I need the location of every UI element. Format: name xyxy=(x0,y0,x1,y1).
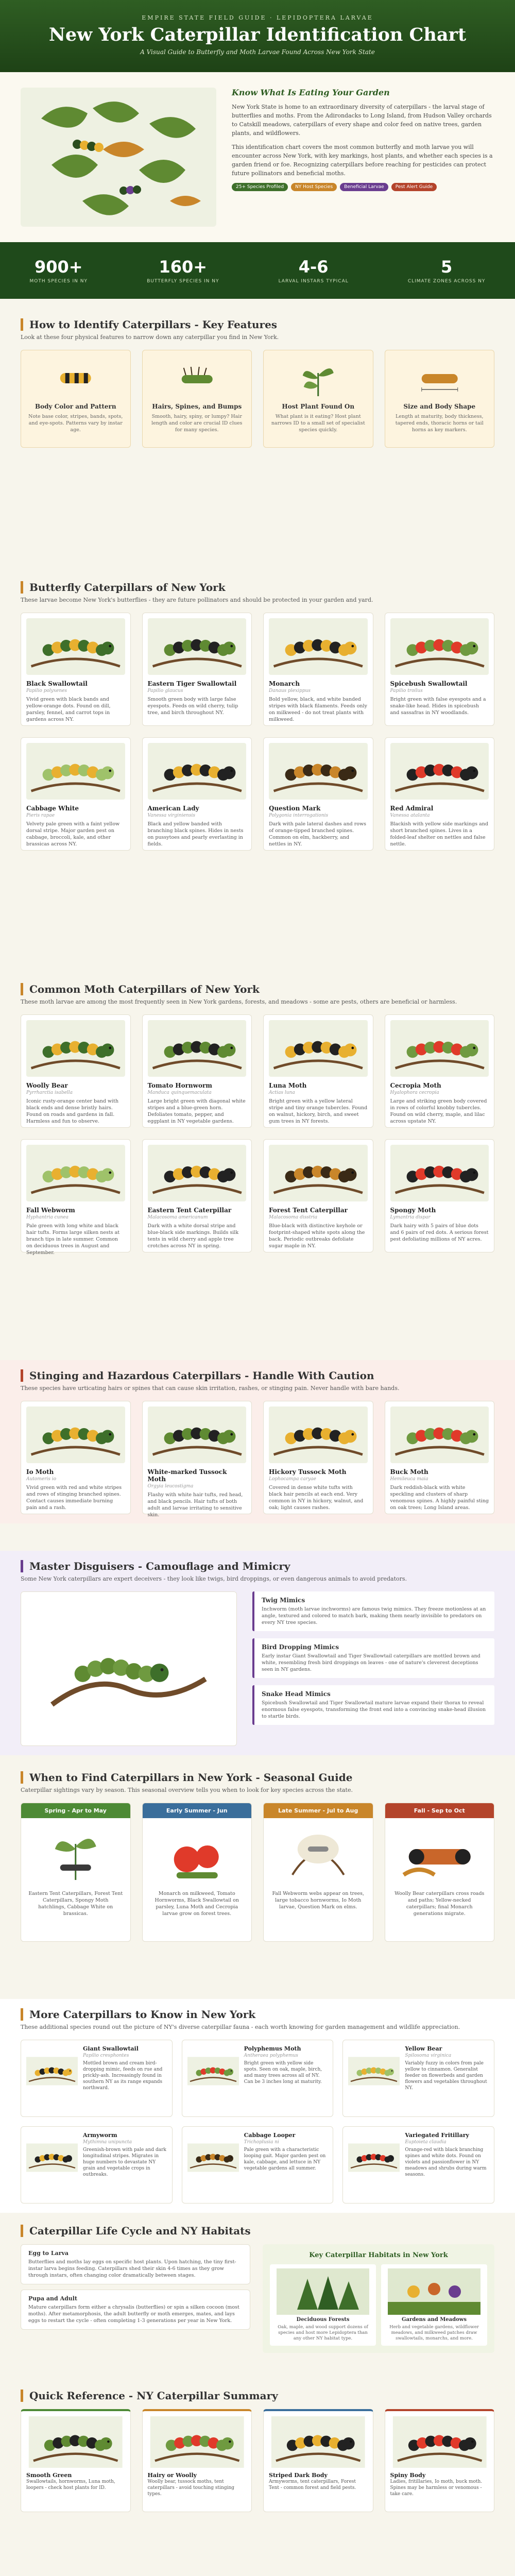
quickref-text: Woolly bear, tussock moths, tent caterpillars - avoid touching stinging types. xyxy=(147,2479,235,2497)
caterpillar-illustration xyxy=(26,2132,78,2183)
scientific-name: Papilio polyxenes xyxy=(26,688,67,693)
forest-icon xyxy=(274,2268,372,2315)
season-label: Early Summer - Jun xyxy=(143,1803,252,1818)
caterpillar-illustration xyxy=(269,1020,368,1077)
scientific-name: Hyphantria cunea xyxy=(26,1215,69,1220)
quickref-text: Ladies, fritillaries, Io moth, buck moth. Spines may be harmless or venomous - take care. xyxy=(390,2479,483,2497)
caterpillar-illustration xyxy=(390,743,489,800)
caterpillar-name: Woolly Bear xyxy=(26,1082,68,1089)
caterpillar-description: Velvety pale green with a faint yellow dorsal stripe. Major garden pest on cabbage, broccoli, kale, and other brassicas across NY. xyxy=(26,821,120,847)
section-title: When to Find Caterpillars in New York - Seasonal Guide xyxy=(21,1771,494,1784)
quickref-title: Smooth Green xyxy=(26,2472,72,2479)
scientific-name: Hyalophora cecropia xyxy=(390,1090,439,1095)
caterpillar-name: Giant Swallowtail xyxy=(83,2045,139,2052)
scientific-name: Danaus plexippus xyxy=(269,688,311,693)
feature-title: Hairs, Spines, and Bumps xyxy=(152,403,242,410)
seasonal-section xyxy=(0,1762,515,1951)
more-grid xyxy=(21,2040,494,2204)
caterpillar-illustration xyxy=(348,2045,400,2097)
caterpillar-illustration xyxy=(26,618,125,675)
caterpillar-illustration xyxy=(269,618,368,675)
scientific-name: Antheraea polyphemus xyxy=(244,2053,298,2058)
butterfly-section xyxy=(0,572,515,860)
caterpillar-card xyxy=(385,1014,495,1128)
caterpillar-info xyxy=(405,2132,489,2198)
stat-number: 4-6 xyxy=(298,257,329,277)
intro-text xyxy=(232,88,494,227)
caterpillar-illustration xyxy=(26,1406,125,1463)
scientific-name: Spilosoma virginica xyxy=(405,2053,452,2058)
lifecycle-title: Pupa and Adult xyxy=(28,2295,78,2302)
scientific-name: Vanessa virginiensis xyxy=(147,813,195,818)
feature-title: Host Plant Found On xyxy=(282,403,355,410)
caterpillar-card xyxy=(21,1139,131,1256)
caterpillar-card xyxy=(263,1401,373,1514)
quickref-card xyxy=(263,2409,373,2512)
intro-heading: Know What Is Eating Your Garden xyxy=(232,88,390,97)
caterpillar-illustration xyxy=(26,1145,125,1201)
habitat-card xyxy=(381,2264,487,2346)
scientific-name: Lophocampa caryae xyxy=(269,1477,316,1482)
habitat-title: Deciduous Forests xyxy=(296,2317,350,2323)
caterpillar-illustration xyxy=(26,743,125,800)
caterpillar-card xyxy=(21,1401,131,1514)
disguise-list xyxy=(252,1591,494,1746)
caterpillar-illustration xyxy=(390,1406,489,1463)
season-card xyxy=(385,1803,495,1942)
scientific-name: Pyrrharctia isabella xyxy=(26,1090,73,1095)
scientific-name: Lymantria dispar xyxy=(390,1215,431,1220)
caterpillar-name: Cecropia Moth xyxy=(390,1082,441,1089)
section-title: More Caterpillars to Know in New York xyxy=(21,2008,494,2021)
caterpillar-card xyxy=(385,613,495,726)
butterfly-grid xyxy=(21,613,494,851)
feature-text: Length at maturity, body thickness, tapered ends, thoracic horns or tail horns as key markers. xyxy=(395,414,484,433)
season-text: Woolly Bear caterpillars cross roads and paths; Yellow-necked caterpillars; final Monarch generations migrate. xyxy=(394,1891,485,1917)
stat-item xyxy=(408,257,486,284)
caterpillar-name: Luna Moth xyxy=(269,1082,307,1089)
tag-badge: Beneficial Larvae xyxy=(340,183,388,191)
caterpillar-description: Black and yellow banded with branching black spines. Hides in nests on pussytoes and pearly everlasting in fields. xyxy=(147,821,244,847)
section-title: Butterfly Caterpillars of New York xyxy=(21,581,494,594)
caterpillar-name: Io Moth xyxy=(26,1468,54,1476)
seasons-grid xyxy=(21,1803,494,1942)
caterpillar-description: Bright green with yellow side spots. Seen on oak, maple, birch, and many trees across all of NY. Can be 3 inches long at maturity. xyxy=(244,2061,322,2084)
habitats-panel xyxy=(263,2244,494,2353)
color-pattern-icon xyxy=(27,358,124,399)
section-description: These larvae become New York's butterflies - they are future pollinators and should be protected in your garden and yard. xyxy=(21,597,373,603)
caterpillar-description: Blue-black with distinctive keyhole or footprint-shaped white spots along the back. Periodic outbreaks defoliate sugar maple in NY. xyxy=(269,1223,365,1249)
size-shape-icon xyxy=(391,358,488,399)
caterpillar-card xyxy=(342,2040,494,2117)
lifecycle-section xyxy=(0,2215,515,2362)
disguise-text: Spicebush Swallowtail and Tiger Swallowtail mature larvae expand their thorax to reveal enormous false eyespots, transforming the front end into a convincing snake-head illusion to startle birds. xyxy=(262,1700,486,1719)
caterpillar-card xyxy=(385,1401,495,1514)
stat-number: 900+ xyxy=(34,257,83,277)
disguise-title: Snake Head Mimics xyxy=(262,1690,331,1698)
stinging-grid xyxy=(21,1401,494,1518)
quickref-text: Armyworms, tent caterpillars, Forest Tent - common forest and field pests. xyxy=(269,2479,356,2490)
caterpillar-description: Bright green with a yellow lateral stripe and tiny orange tubercles. Found on walnut, hickory, birch, and sweet gum trees in NY forests. xyxy=(269,1098,368,1124)
lifecycle-content xyxy=(21,2244,494,2353)
section-title: How to Identify Caterpillars - Key Features xyxy=(21,318,494,331)
twig-caterpillar-illustration xyxy=(21,1591,237,1746)
intro-paragraph: This identification chart covers the most common butterfly and moth larvae you will encounter across New York, with key markings, host plants, and whether each species is a garden friend or foe. Recognizing caterpillars before reaching for pesticides can protect future pollinators and beneficial moths. xyxy=(232,144,493,177)
caterpillar-name: Question Mark xyxy=(269,805,321,812)
caterpillar-description: Pale green with a characteristic looping gait. Major garden pest on kale, cabbage, and lettuce in NY vegetable gardens all summer. xyxy=(244,2147,326,2171)
intro-tags xyxy=(232,183,494,191)
scientific-name: Malacosoma disstria xyxy=(269,1215,318,1220)
caterpillar-info xyxy=(83,2132,167,2198)
caterpillar-card xyxy=(142,1401,252,1518)
caterpillar-illustration xyxy=(148,1406,247,1463)
caterpillar-card xyxy=(21,613,131,726)
spring-caterpillar-icon xyxy=(28,1823,123,1885)
tag-badge: NY Host Species xyxy=(291,183,337,191)
feature-text: Smooth, hairy, spiny, or lumpy? Hair length and color are crucial ID clues for many species. xyxy=(151,414,243,433)
section-title: Master Disguisers - Camouflage and Mimicry xyxy=(21,1560,494,1572)
caterpillar-card xyxy=(21,2040,173,2117)
caterpillar-info xyxy=(244,2045,328,2111)
stat-item xyxy=(30,257,88,284)
stat-label: LARVAL INSTARS TYPICAL xyxy=(278,279,349,284)
season-text: Monarch on milkweed, Tomato Hornworms, Black Swallowtail on parsley, Luna Moth and Cecropia larvae grow on forest trees. xyxy=(154,1891,239,1917)
habitats-title: Key Caterpillar Habitats in New York xyxy=(309,2251,448,2259)
section-description: Look at these four physical features to narrow down any caterpillar you find in New York. xyxy=(21,334,279,341)
habitats-grid xyxy=(270,2264,487,2346)
caterpillar-name: Polyphemus Moth xyxy=(244,2045,301,2052)
more-section xyxy=(0,1999,515,2213)
caterpillar-description: Bright green with false eyespots and a snake-like head. Hides in spicebush and sassafras in NY woodlands. xyxy=(390,697,486,716)
caterpillar-illustration xyxy=(148,2416,247,2468)
habitat-text: Herb and vegetable gardens, wildflower meadows, and milkweed patches draw swallowtails, monarchs, and more. xyxy=(389,2325,479,2341)
quickref-title: Spiny Body xyxy=(390,2472,426,2479)
caterpillar-card xyxy=(263,1139,373,1252)
moth-grid xyxy=(21,1014,494,1256)
section-title: Common Moth Caterpillars of New York xyxy=(21,983,494,995)
disguise-item xyxy=(252,1591,494,1631)
season-card xyxy=(142,1803,252,1942)
caterpillar-description: Iconic rusty-orange center band with black ends and dense bristly hairs. Found on roads and gardens in fall. Harmless and fun to observe. xyxy=(26,1098,119,1124)
scientific-name: Manduca quinquemaculata xyxy=(147,1090,212,1095)
lifecycle-box xyxy=(21,2290,250,2330)
season-text: Eastern Tent Caterpillars, Forest Tent Caterpillars, Spongy Moth hatchlings, Cabbage White on brassicas. xyxy=(28,1891,123,1917)
caterpillar-description: Orange-red with black branching spines and white dots. Found on violets and passionflower in NY meadows and shrubs during warm seasons. xyxy=(405,2147,487,2177)
caterpillar-card xyxy=(182,2040,334,2117)
lifecycle-stages xyxy=(21,2244,250,2353)
caterpillar-description: Covered in dense white tufts with black hair pencils at each end. Very common in NY in hickory, walnut, and oak; light causes rashes. xyxy=(269,1485,364,1511)
summer-caterpillar-icon xyxy=(150,1823,245,1885)
caterpillar-name: Armyworm xyxy=(83,2132,117,2139)
header xyxy=(0,0,515,72)
section-description: These moth larvae are among the most frequently seen in New York gardens, forests, and meadows - some are pests, others are beneficial or harmless. xyxy=(21,998,457,1005)
season-text: Fall Webworm webs appear on trees, large tobacco hornworms, Io Moth larvae, Question Mark on elms. xyxy=(272,1891,365,1910)
scientific-name: Papilio cresphontes xyxy=(83,2053,129,2058)
lifecycle-box xyxy=(21,2244,250,2284)
caterpillar-name: Forest Tent Caterpillar xyxy=(269,1207,348,1214)
caterpillar-description: Vivid green with black bands and yellow-orange dots. Found on dill, parsley, fennel, and carrot tops in gardens across NY. xyxy=(26,697,111,722)
disguise-text: Inchworm (moth larvae inchworms) are famous twig mimics. They freeze motionless at an angle, textured and colored to match bark, making them nearly invisible to predators on every NY tree species. xyxy=(262,1606,486,1625)
stat-item xyxy=(279,257,349,284)
caterpillar-name: Red Admiral xyxy=(390,805,434,812)
caterpillar-illustration xyxy=(148,1145,247,1201)
section-description: These additional species round out the picture of NY's diverse caterpillar fauna - each worth knowing for garden management and wildlife appreciation. xyxy=(21,2024,460,2030)
caterpillar-description: Blackish with yellow side markings and short branched spines. Lives in a folded-leaf shelter on nettles and false nettle. xyxy=(390,821,488,847)
caterpillar-name: Tomato Hornworm xyxy=(147,1082,212,1089)
quickref-section xyxy=(0,2380,515,2521)
caterpillar-description: Vivid green with red and white stripes and rows of stinging branched spines. Contact causes immediate burning pain and a rash. xyxy=(26,1485,122,1511)
caterpillar-info xyxy=(405,2045,489,2111)
lifecycle-text: Mature caterpillars form either a chrysalis (butterflies) or spin a silken cocoon (most moths). After metamorphosis, the adult butterfly or moth emerges, mates, and lays eggs to restart the cycle - often completing 1-3 generations per year in New York. xyxy=(28,2304,239,2324)
caterpillar-illustration xyxy=(390,1020,489,1077)
stat-number: 160+ xyxy=(159,257,208,277)
caterpillar-illustration xyxy=(26,1020,125,1077)
caterpillar-illustration xyxy=(390,2416,489,2468)
intro-section xyxy=(0,72,515,242)
caterpillar-card xyxy=(21,2126,173,2204)
stat-item xyxy=(147,257,219,284)
lifecycle-title: Egg to Larva xyxy=(28,2250,69,2257)
header-kicker: EMPIRE STATE FIELD GUIDE · LEPIDOPTERA LARVAE xyxy=(142,14,373,21)
caterpillar-name: Spongy Moth xyxy=(390,1207,436,1214)
disguise-section xyxy=(0,1551,515,1755)
stat-label: MOTH SPECIES IN NY xyxy=(29,279,88,284)
caterpillar-info xyxy=(83,2045,167,2111)
caterpillar-name: American Lady xyxy=(147,805,199,812)
stinging-section xyxy=(0,1360,515,1523)
disguise-title: Twig Mimics xyxy=(262,1597,305,1604)
lifecycle-text: Butterflies and moths lay eggs on specific host plants. Upon hatching, the tiny first-instar larva begins feeding. Caterpillars shed their skin 4-6 times as they grow through instars, often changing color dramatically between stages. xyxy=(28,2259,236,2278)
caterpillar-illustration xyxy=(390,1145,489,1201)
features-grid xyxy=(21,350,494,448)
caterpillar-name: Black Swallowtail xyxy=(26,680,88,687)
caterpillar-card xyxy=(21,737,131,851)
section-description: Caterpillar sightings vary by season. This seasonal overview tells you when to look for key species across the state. xyxy=(21,1787,353,1793)
caterpillar-illustration xyxy=(269,1145,368,1201)
scientific-name: Pieris rapae xyxy=(26,813,55,818)
caterpillar-description: Smooth green body with large false eyespots. Feeds on wild cherry, tulip tree, and birch throughout NY. xyxy=(147,697,238,716)
disguise-content xyxy=(21,1591,494,1746)
caterpillar-illustration xyxy=(390,618,489,675)
caterpillar-card xyxy=(21,1014,131,1128)
disguise-title: Bird Dropping Mimics xyxy=(262,1643,339,1651)
woolly-bear-icon xyxy=(392,1823,487,1885)
quickref-title: Hairy or Woolly xyxy=(147,2472,197,2479)
tag-badge: Pest Alert Guide xyxy=(391,183,437,191)
tag-badge: 25+ Species Profiled xyxy=(232,183,288,191)
caterpillar-card xyxy=(182,2126,334,2204)
caterpillar-card xyxy=(342,2126,494,2204)
scientific-name: Malacosoma americanum xyxy=(147,1215,208,1220)
section-title: Quick Reference - NY Caterpillar Summary xyxy=(21,2389,494,2402)
caterpillar-card xyxy=(385,737,495,851)
scientific-name: Actias luna xyxy=(269,1090,295,1095)
caterpillar-name: Cabbage White xyxy=(26,805,79,812)
stat-label: CLIMATE ZONES ACROSS NY xyxy=(407,279,486,284)
feature-card xyxy=(385,350,495,448)
leaf-caterpillar-illustration xyxy=(21,88,216,227)
page-subtitle: A Visual Guide to Butterfly and Moth Larvae Found Across New York State xyxy=(140,48,375,56)
caterpillar-description: Greenish-brown with pale and dark longitudinal stripes. Migrates in huge numbers to devastate NY grain and vegetable crops in outbreaks. xyxy=(83,2147,166,2177)
caterpillar-illustration xyxy=(148,743,247,800)
scientific-name: Orgyia leucostigma xyxy=(147,1484,194,1489)
feature-text: What plant is it eating? Host plant narrows ID to a small set of specialist species quickly. xyxy=(271,414,365,433)
caterpillar-description: Dark hairy with 5 pairs of blue dots and 6 pairs of red dots. A serious forest pest defoliating millions of NY acres. xyxy=(390,1223,489,1242)
caterpillar-card xyxy=(142,613,252,726)
section-description: These species have urticating hairs or spines that can cause skin irritation, rashes, or stinging pain. Never handle with bare hands. xyxy=(21,1385,400,1392)
season-card xyxy=(263,1803,373,1942)
garden-icon xyxy=(385,2268,483,2315)
scientific-name: Papilio troilus xyxy=(390,688,423,693)
disguise-item xyxy=(252,1685,494,1725)
caterpillar-description: Dark with pale lateral dashes and rows of orange-tipped branched spines. Common on elm, hackberry, and nettles in NY. xyxy=(269,821,366,847)
caterpillar-illustration xyxy=(26,2045,78,2097)
season-label: Spring - Apr to May xyxy=(21,1803,130,1818)
caterpillar-card xyxy=(142,737,252,851)
caterpillar-card xyxy=(263,737,373,851)
section-title: Caterpillar Life Cycle and NY Habitats xyxy=(21,2225,494,2237)
caterpillar-description: Pale green with long white and black hair tufts. Forms large silken nests at branch tips in late summer. Common on deciduous trees in August and September. xyxy=(26,1223,120,1256)
caterpillar-name: Hickory Tussock Moth xyxy=(269,1468,347,1476)
host-plant-icon xyxy=(270,358,367,399)
caterpillar-description: Large and striking green body covered in rows of colorful knobby tubercles. Found on wild cherry, maple, and lilac across upstate NY. xyxy=(390,1098,487,1124)
caterpillar-description: Mottled brown and cream bird-dropping mimic, feeds on rue and prickly-ash. Increasingly found in southern NY as its range expands northward. xyxy=(83,2061,163,2091)
scientific-name: Euptoieta claudia xyxy=(405,2140,447,2145)
caterpillar-illustration xyxy=(187,2045,239,2097)
caterpillar-card xyxy=(263,613,373,726)
caterpillar-card xyxy=(142,1139,252,1252)
caterpillar-card xyxy=(385,1139,495,1252)
caterpillar-card xyxy=(263,1014,373,1128)
season-label: Fall - Sep to Oct xyxy=(385,1803,494,1818)
scientific-name: Hemileuca maia xyxy=(390,1477,428,1482)
section-description: Some New York caterpillars are expert deceivers - they look like twigs, bird droppings, or even dangerous animals to avoid predators. xyxy=(21,1575,407,1582)
quickref-card xyxy=(385,2409,495,2512)
caterpillar-description: Dark with a white dorsal stripe and blue-black side markings. Builds silk tents in wild cherry and apple tree crotches across NY in spring. xyxy=(147,1223,239,1249)
caterpillar-card xyxy=(142,1014,252,1128)
intro-paragraph: New York State is home to an extraordinary diversity of caterpillars - the larval stage of butterflies and moths. From the Adirondacks to Long Island, from Hudson Valley orchards to Catskill meadows, caterpillars of every shape and color feed on native trees, garden plants, and wildflowers. xyxy=(232,104,492,137)
scientific-name: Automeris io xyxy=(26,1477,57,1482)
caterpillar-name: Buck Moth xyxy=(390,1468,428,1476)
scientific-name: Vanessa atalanta xyxy=(390,813,430,818)
scientific-name: Trichoplusia ni xyxy=(244,2140,279,2145)
caterpillar-illustration xyxy=(348,2132,400,2183)
caterpillar-description: Large bright green with diagonal white stripes and a blue-green horn. Defoliates tomato, pepper, and eggplant in NY vegetable gardens. xyxy=(147,1098,246,1124)
caterpillar-name: Yellow Bear xyxy=(405,2045,442,2052)
caterpillar-description: Flashy with white hair tufts, red head, and black pencils. Hair tufts of both adult and larvae irritating to sensitive skin. xyxy=(147,1492,243,1518)
moth-section xyxy=(0,974,515,1262)
page-title: New York Caterpillar Identification Chart xyxy=(48,24,467,45)
stat-number: 5 xyxy=(441,257,453,277)
season-label: Late Summer - Jul to Aug xyxy=(264,1803,373,1818)
caterpillar-name: Fall Webworm xyxy=(26,1207,75,1214)
feature-title: Body Color and Pattern xyxy=(35,403,116,410)
caterpillar-name: Spicebush Swallowtail xyxy=(390,680,468,687)
caterpillar-description: Bold yellow, black, and white banded stripes with black filaments. Feeds only on milkweed - do not treat plants with milkweed. xyxy=(269,697,367,722)
habitat-card xyxy=(270,2264,376,2346)
season-card xyxy=(21,1803,131,1942)
caterpillar-name: Cabbage Looper xyxy=(244,2132,296,2139)
scientific-name: Polygonia interrogationis xyxy=(269,813,329,818)
scientific-name: Papilio glaucus xyxy=(147,688,183,693)
caterpillar-info xyxy=(244,2132,328,2198)
quickref-card xyxy=(21,2409,131,2512)
stat-label: BUTTERFLY SPECIES IN NY xyxy=(147,279,219,284)
quickref-text: Swallowtails, hornworms, Luna moth, loopers - check host plants for ID. xyxy=(26,2479,115,2490)
caterpillar-illustration xyxy=(269,743,368,800)
feature-card xyxy=(21,350,131,448)
stats-bar xyxy=(0,242,515,299)
feature-title: Size and Body Shape xyxy=(403,403,476,410)
caterpillar-illustration xyxy=(269,1406,368,1463)
quickref-grid xyxy=(21,2409,494,2512)
caterpillar-illustration xyxy=(26,2416,125,2468)
disguise-item xyxy=(252,1638,494,1678)
caterpillar-name: Monarch xyxy=(269,680,300,687)
caterpillar-illustration xyxy=(148,618,247,675)
spines-icon xyxy=(149,358,246,399)
caterpillar-name: White-marked Tussock Moth xyxy=(147,1468,227,1483)
disguise-text: Early instar Giant Swallowtail and Tiger Swallowtail caterpillars are mottled brown and white, resembling fresh bird droppings on leaves - one of nature's cleverest deceptions seen in NY gardens. xyxy=(262,1653,480,1672)
section-title: Stinging and Hazardous Caterpillars - Handle With Caution xyxy=(21,1369,494,1382)
quickref-title: Striped Dark Body xyxy=(269,2472,328,2479)
late-summer-caterpillar-icon xyxy=(271,1823,366,1885)
habitat-title: Gardens and Meadows xyxy=(401,2317,467,2323)
caterpillar-illustration xyxy=(148,1020,247,1077)
caterpillar-name: Eastern Tent Caterpillar xyxy=(147,1207,232,1214)
caterpillar-description: Variably fuzzy in colors from pale yellow to cinnamon. Generalist feeder on flowerbeds and garden flowers and vegetables throughout NY. xyxy=(405,2061,487,2091)
caterpillar-description: Dark reddish-black with white speckling and clusters of sharp venomous spines. A highly painful sting on oak trees; Long Island areas. xyxy=(390,1485,489,1511)
scientific-name: Mythimna unipuncta xyxy=(83,2140,132,2145)
caterpillar-name: Variegated Fritillary xyxy=(405,2132,469,2139)
feature-card xyxy=(142,350,252,448)
feature-text: Note base color, stripes, bands, spots, and eye-spots. Patterns vary by instar age. xyxy=(28,414,123,433)
habitat-text: Oak, maple, and wood support dozens of species and host more Lepidoptera than any other NY habitat type. xyxy=(278,2325,368,2341)
feature-card xyxy=(263,350,373,448)
quickref-card xyxy=(142,2409,252,2512)
caterpillar-illustration xyxy=(187,2132,239,2183)
caterpillar-illustration xyxy=(269,2416,368,2468)
caterpillar-name: Eastern Tiger Swallowtail xyxy=(147,680,237,687)
features-section xyxy=(0,309,515,457)
